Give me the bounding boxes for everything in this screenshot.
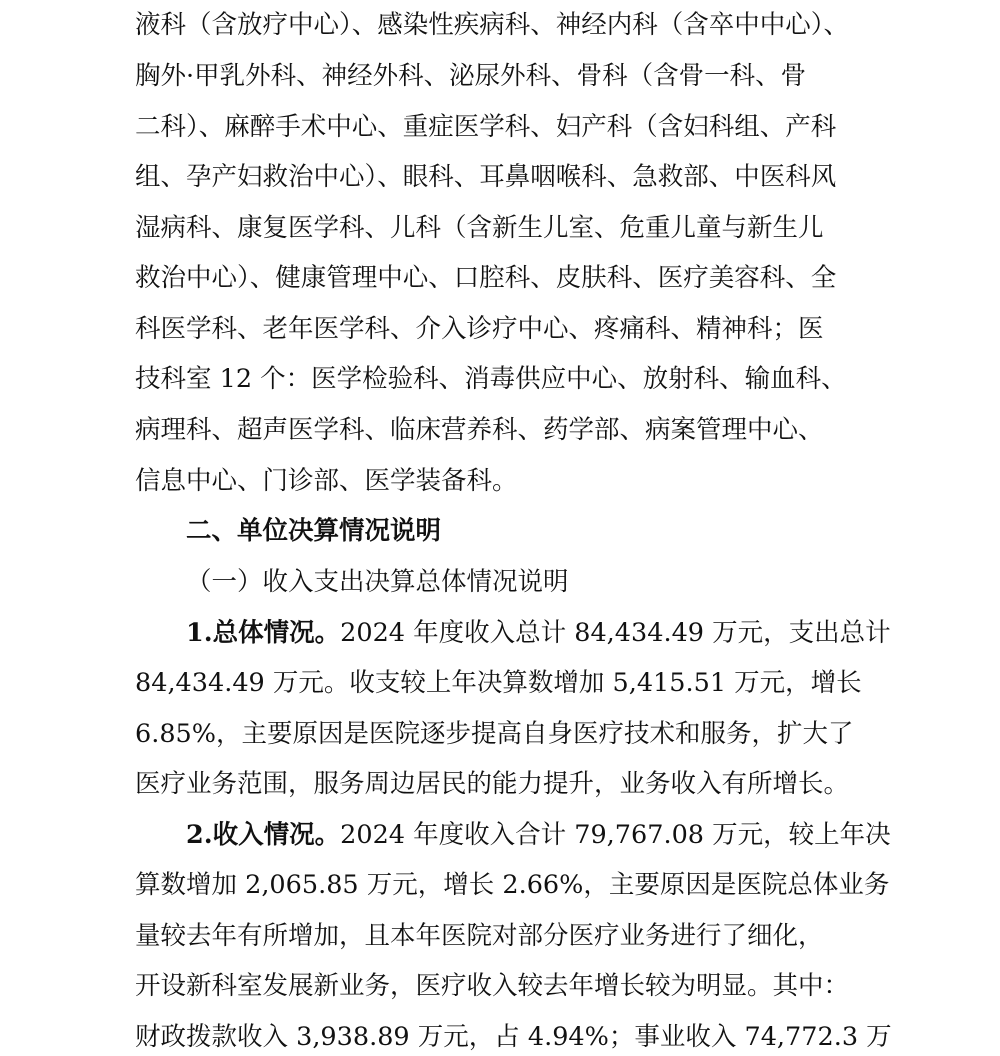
body-line: 科医学科、老年医学科、介入诊疗中心、疼痛科、精神科；医 bbox=[135, 314, 824, 344]
body-line: 二科）、麻醉手术中心、重症医学科、妇产科（含妇科组、产科 bbox=[135, 112, 837, 142]
paragraph-income-line-3: 量较去年有所增加，且本年医院对部分医疗业务进行了细化， bbox=[135, 921, 824, 951]
paragraph-lead: 1.总体情况。 bbox=[186, 618, 341, 648]
subsection-heading: （一）收入支出决算总体情况说明 bbox=[186, 567, 569, 597]
paragraph-overall-line-3: 6.85%，主要原因是医院逐步提高自身医疗技术和服务，扩大了 bbox=[135, 719, 854, 749]
paragraph-text: 2024 年度收入总计 84,434.49 万元，支出总计 bbox=[340, 618, 891, 648]
body-line: 救治中心）、健康管理中心、口腔科、皮肤科、医疗美容科、全 bbox=[135, 263, 837, 293]
paragraph-income-line-4: 开设新科室发展新业务，医疗收入较去年增长较为明显。其中： bbox=[135, 971, 850, 1001]
section-heading: 二、单位决算情况说明 bbox=[186, 516, 442, 546]
paragraph-lead: 2.收入情况。 bbox=[186, 820, 341, 850]
body-line: 液科（含放疗中心）、感染性疾病科、神经内科（含卒中中心）、 bbox=[135, 10, 850, 40]
paragraph-income-line-2: 算数增加 2,065.85 万元，增长 2.66%，主要原因是医院总体业务 bbox=[135, 870, 890, 900]
paragraph-income-line-5: 财政拨款收入 3,938.89 万元，占 4.94%；事业收入 74,772.3 万 bbox=[135, 1022, 892, 1052]
body-line: 技科室 12 个：医学检验科、消毒供应中心、放射科、输血科、 bbox=[135, 364, 847, 394]
paragraph-text: 2024 年度收入合计 79,767.08 万元，较上年决 bbox=[340, 820, 891, 850]
body-line: 信息中心、门诊部、医学装备科。 bbox=[135, 466, 518, 496]
paragraph-overall-line-2: 84,434.49 万元。收支较上年决算数增加 5,415.51 万元，增长 bbox=[135, 668, 862, 698]
body-line: 胸外·甲乳外科、神经外科、泌尿外科、骨科（含骨一科、骨 bbox=[135, 61, 807, 91]
paragraph-income-line-1 bbox=[186, 820, 946, 850]
paragraph-overall-line-4: 医疗业务范围，服务周边居民的能力提升，业务收入有所增长。 bbox=[135, 769, 850, 799]
body-line: 病理科、超声医学科、临床营养科、药学部、病案管理中心、 bbox=[135, 415, 824, 445]
body-line: 组、孕产妇救治中心）、眼科、耳鼻咽喉科、急救部、中医科风 bbox=[135, 162, 837, 192]
paragraph-overall-line-1 bbox=[186, 618, 946, 648]
body-line: 湿病科、康复医学科、儿科（含新生儿室、危重儿童与新生儿 bbox=[135, 213, 824, 243]
